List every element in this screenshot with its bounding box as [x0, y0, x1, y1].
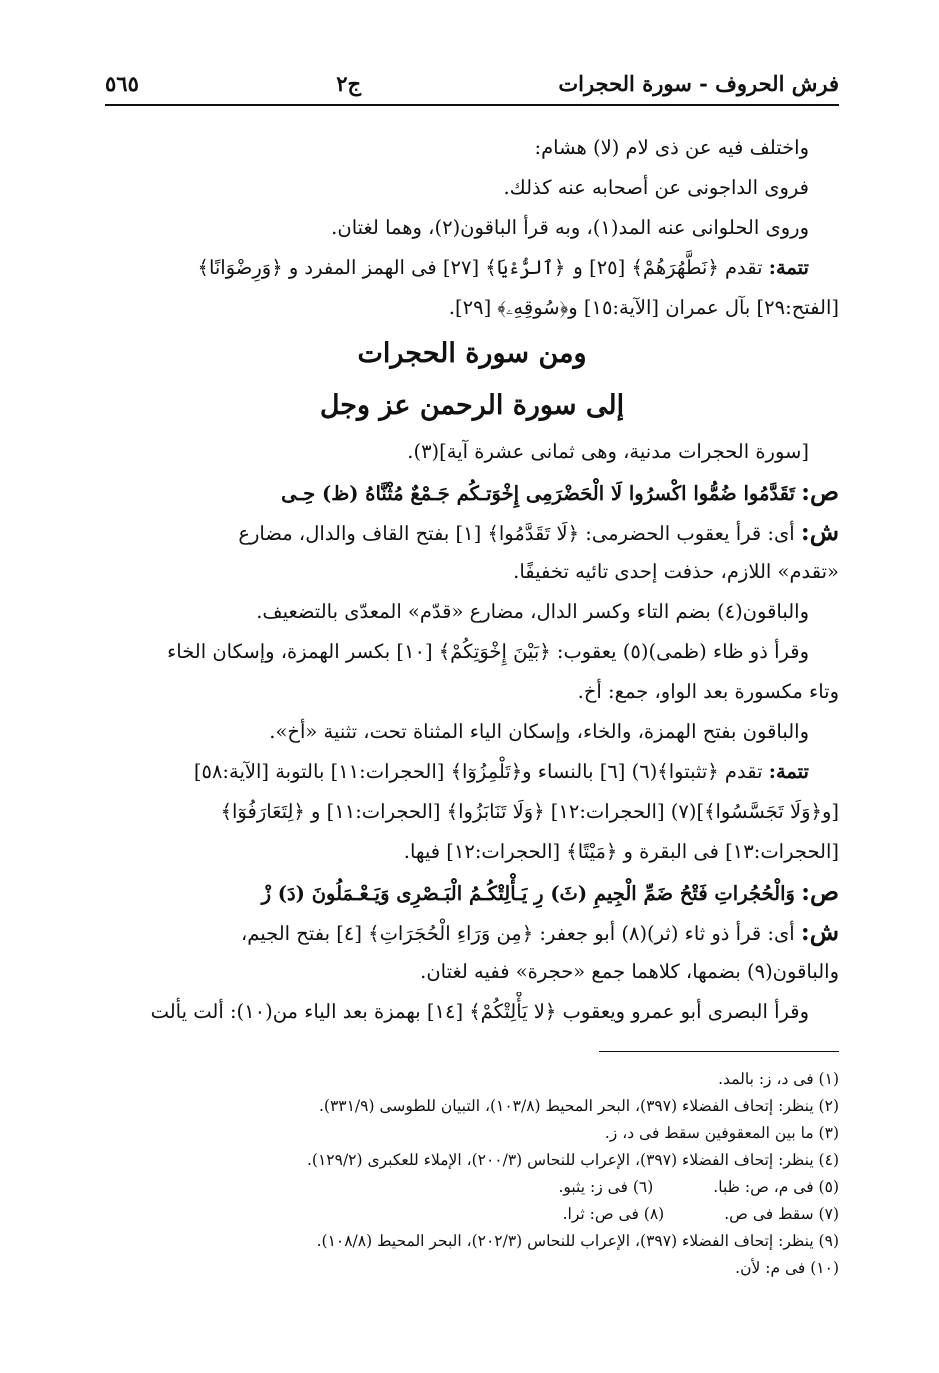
text-line: واختلف فيه عن ذى لام (لا) هشام: — [534, 136, 809, 159]
verse-mark: ص: — [801, 877, 839, 906]
commentary-mark: ش: — [800, 917, 839, 946]
section-mark: تتمة: — [768, 256, 809, 279]
footnote: (٢) ينظر: إتحاف الفضلاء (٣٩٧)، البحر المحيط (١٠٣/٨)، التبيان للطوسى (٣٣١/٩). — [318, 1097, 839, 1115]
footnote: (١٠) فى م: لأن. — [735, 1259, 839, 1277]
header-title: فرش الحروف - سورة الحجرات — [558, 70, 839, 96]
footnote: (٣) ما بين المعقوفين سقط فى د، ز. — [604, 1124, 839, 1142]
verse-text: تَقَدَّمُوا ضُمُّوا اكْسرُوا لَا الْحَضْرَمِى إِخْوَتـكُم جَـمْعٌ مُثْنَّاهُ (ظ) حِـى — [281, 482, 795, 505]
text-line — [105, 912, 839, 952]
text-span: تقدم ﴿نَطَّهُرَهُمْ﴾ [٢٥] و ﴿ٱلرُّءْيَا﴾ [٢٧] فى الهمز المفرد و ﴿وَرِضْوَانًا﴾ — [197, 256, 763, 279]
text-line: والباقون(٩) بضمها، كلاهما جمع «حجرة» ففيه لغتان. — [420, 960, 839, 983]
footnote: (٦) فى ز: يثبو. — [558, 1178, 654, 1196]
footnote: (٥) فى م، ص: ظبا. — [713, 1178, 839, 1196]
section-mark: تتمة: — [768, 760, 809, 783]
text-line: «تقدم» اللازم، حذفت إحدى تائيه تخفيفًا. — [513, 560, 839, 583]
footnote-pair — [150, 1174, 839, 1201]
footnote: (٧) سقط فى ص. — [724, 1205, 839, 1223]
running-header — [105, 66, 839, 100]
surah-heading: ومن سورة الحجرات — [357, 338, 587, 369]
footnote: (١) فى د، ز: بالمد. — [718, 1070, 839, 1088]
footnote-pair — [150, 1201, 839, 1228]
text-line: وقرأ البصرى أبو عمرو ويعقوب ﴿لا يَأْلِتْكُمْ﴾ [١٤] بهمزة بعد الياء من(١٠): ألت يألت — [150, 1000, 809, 1023]
text-line — [105, 752, 839, 792]
verse-line — [105, 872, 839, 912]
text-span: أى: قرأ ذو ثاء (ثر)(٨) أبو جعفر: ﴿مِن وَرَاءِ الْحُجَرَاتِ﴾ [٤] بفتح الجيم، — [240, 922, 795, 945]
text-line: [و﴿وَلَا تَجَسَّسُوا﴾](٧) [الحجرات:١٢] ﴿وَلَا تَنَابَزُوا﴾ [الحجرات:١١] و ﴿لِتَعَارَفُوٓا﴾ — [220, 800, 839, 823]
text-line: والباقون(٤) بضم التاء وكسر الدال، مضارع «قدّم» المعدّى بالتضعيف. — [256, 600, 809, 623]
page-number: ٥٦٥ — [105, 70, 139, 96]
section-heading: إلى سورة الرحمن عز وجل — [319, 390, 625, 421]
main-text — [105, 128, 839, 1032]
text-line — [105, 512, 839, 552]
text-line: وروى الحلوانى عنه المد(١)، وبه قرأ الباقون(٢)، وهما لغتان. — [331, 216, 809, 239]
footnotes — [150, 1066, 839, 1282]
text-line: فروى الداجونى عن أصحابه عنه كذلك. — [503, 176, 809, 199]
text-line: وقرأ ذو ظاء (ظمى)(٥) يعقوب: ﴿بَيْنَ إِخْوَتِكُمْ﴾ [١٠] بكسر الهمزة، وإسكان الخاء — [167, 640, 809, 663]
text-line: [الفتح:٢٩] بآل عمران [الآية:١٥] و﴿سُوقِهِۦ﴾ [٢٩]. — [448, 296, 839, 319]
text-line: وتاء مكسورة بعد الواو، جمع: أخ. — [577, 680, 839, 703]
header-volume: ج٢ — [336, 70, 362, 96]
verse-line — [105, 472, 839, 512]
text-line: والباقون بفتح الهمزة، والخاء، وإسكان الياء المثناة تحت، تثنية «أخ». — [269, 720, 809, 743]
text-span: تقدم ﴿تثبتوا﴾(٦) [٦] بالنساء و﴿تَلْمِزُوٓا﴾ [الحجرات:١١] بالتوبة [الآية:٥٨] — [193, 760, 763, 783]
verse-text: وَالْحُجُراتِ فَتْحُ ضَمِّ الْجِيمِ (ثَ) رِ يَـأْلِتْكُـمُ الْبَـصْرِى وَيَـعْـمَلُونَ (دَ) زْ — [261, 882, 795, 905]
text-line: [الحجرات:١٣] فى البقرة و ﴿مَيْتًا﴾ [الحجرات:١٢] فيها. — [403, 840, 839, 863]
footnote: (٨) فى ص: ثرا. — [562, 1205, 665, 1223]
text-span: أى: قرأ يعقوب الحضرمى: ﴿لَا تَقَدَّمُوا﴾ [١] بفتح القاف والدال، مضارع — [238, 522, 795, 545]
footnote: (٩) ينظر: إتحاف الفضلاء (٣٩٧)، الإعراب للنحاس (٢٠٢/٣)، البحر المحيط (١٠٨/٨). — [316, 1232, 839, 1250]
text-line: [سورة الحجرات مدنية، وهى ثمانى عشرة آية](٣). — [407, 440, 809, 463]
footnote-rule — [599, 1051, 839, 1052]
text-line — [105, 248, 839, 288]
footnote: (٤) ينظر: إتحاف الفضلاء (٣٩٧)، الإعراب للنحاس (٢٠٠/٣)، الإملاء للعكبرى (١٢٩/٢). — [307, 1151, 839, 1169]
header-rule — [105, 104, 839, 106]
commentary-mark: ش: — [800, 517, 839, 546]
verse-mark: ص: — [801, 477, 839, 506]
